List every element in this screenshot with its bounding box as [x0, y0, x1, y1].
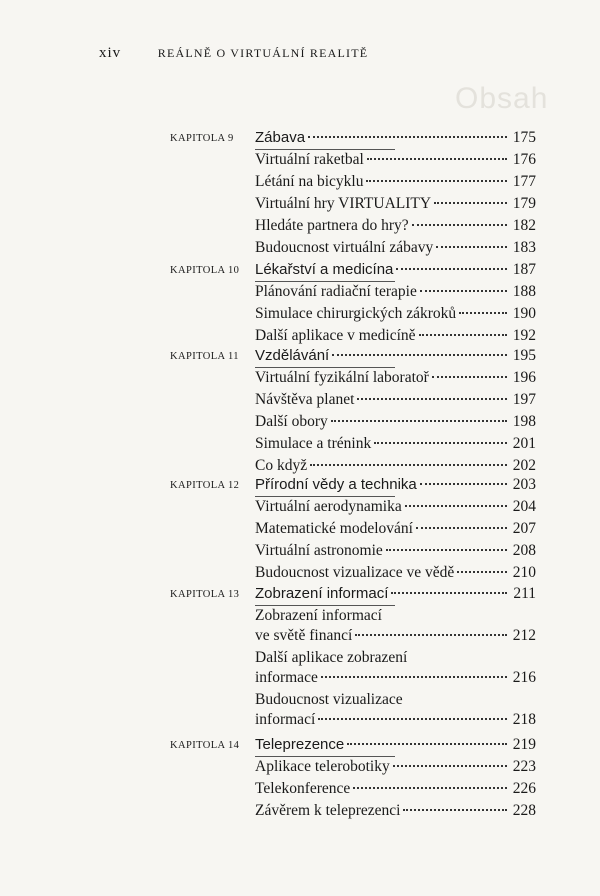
- chapter-title-row[interactable]: [255, 584, 536, 604]
- page-ref: 198: [512, 413, 536, 430]
- entry-title: Plánování radiační terapie: [255, 283, 417, 300]
- chapter-title-row[interactable]: [255, 475, 536, 495]
- chapter-title-row[interactable]: [255, 735, 536, 755]
- leader-dots: [310, 464, 507, 466]
- book-title: REÁLNĚ O VIRTUÁLNÍ REALITĚ: [157, 46, 369, 60]
- toc-entry[interactable]: [255, 801, 536, 821]
- leader-dots: [391, 592, 507, 594]
- chapter-label: KAPITOLA 14: [170, 740, 240, 751]
- entry-title: Simulace chirurgických zákroků: [255, 305, 457, 322]
- page-ref: 218: [512, 711, 536, 728]
- entry-title: Simulace a trénink: [255, 435, 372, 452]
- page-ref: 175: [512, 129, 536, 146]
- page-ref: 219: [512, 736, 536, 753]
- toc-entry-line1[interactable]: [255, 648, 536, 668]
- chapter-title: Zobrazení informací: [255, 585, 389, 602]
- chapter-title: Zábava: [255, 129, 306, 146]
- chapter-title: Teleprezence: [255, 736, 345, 753]
- entry-title: Virtuální hry VIRTUALITY: [255, 195, 432, 212]
- page-ref: 195: [512, 347, 536, 364]
- page-ref: 182: [512, 217, 536, 234]
- page-ref: 203: [512, 476, 536, 493]
- toc-entry[interactable]: [255, 150, 536, 170]
- toc-entry[interactable]: [255, 304, 536, 324]
- page-ref: 179: [512, 195, 536, 212]
- leader-dots: [434, 202, 507, 204]
- entry-title: Další aplikace zobrazení: [255, 649, 408, 666]
- leader-dots: [457, 571, 507, 573]
- page-ref: 204: [512, 498, 536, 515]
- page-ref: 201: [512, 435, 536, 452]
- page-ref: 177: [512, 173, 536, 190]
- toc-entry[interactable]: [255, 368, 536, 388]
- toc-entry[interactable]: [255, 282, 536, 302]
- page-ref: 183: [512, 239, 536, 256]
- entry-title: Zobrazení informací: [255, 607, 382, 624]
- leader-dots: [436, 246, 507, 248]
- toc-entry[interactable]: [255, 757, 536, 777]
- toc-entry[interactable]: [255, 541, 536, 561]
- leader-dots: [353, 787, 507, 789]
- entry-title: Budoucnost vizualizace: [255, 691, 403, 708]
- toc-entry[interactable]: [255, 412, 536, 432]
- entry-title: Hledáte partnera do hry?: [255, 217, 409, 234]
- running-head: [99, 45, 368, 62]
- entry-title: Létání na bicyklu: [255, 173, 364, 190]
- page-ref: 188: [512, 283, 536, 300]
- toc-entry[interactable]: [255, 238, 536, 258]
- leader-dots: [374, 442, 507, 444]
- leader-dots: [308, 136, 507, 138]
- leader-dots: [318, 718, 507, 720]
- leader-dots: [355, 634, 507, 636]
- page-ref: 202: [512, 457, 536, 474]
- page-ref: 211: [513, 585, 536, 602]
- toc-entry-line1[interactable]: [255, 690, 536, 710]
- entry-title: Další aplikace v medicíně: [255, 327, 416, 344]
- chapter-title: Vzdělávání: [255, 347, 330, 364]
- leader-dots: [405, 505, 507, 507]
- entry-title-cont: ve světě financí: [255, 627, 353, 644]
- toc-entry-line1[interactable]: [255, 606, 536, 626]
- leader-dots: [432, 376, 507, 378]
- leader-dots: [321, 676, 507, 678]
- page-ref: 187: [512, 261, 536, 278]
- toc-entry[interactable]: [255, 194, 536, 214]
- entry-title: Virtuální fyzikální laboratoř: [255, 369, 429, 386]
- bleed-through-text: Obsah: [455, 82, 549, 115]
- leader-dots: [420, 290, 507, 292]
- toc-entry[interactable]: [255, 434, 536, 454]
- page-ref: 207: [512, 520, 536, 537]
- page-ref: 190: [512, 305, 536, 322]
- page-ref: 196: [512, 369, 536, 386]
- page-ref: 197: [512, 391, 536, 408]
- entry-title: Virtuální astronomie: [255, 542, 383, 559]
- leader-dots: [347, 743, 507, 745]
- chapter-title-row[interactable]: [255, 260, 536, 280]
- page-ref: 228: [512, 802, 536, 819]
- entry-title: Aplikace telerobotiky: [255, 758, 390, 775]
- page-ref: 210: [512, 564, 536, 581]
- chapter-title-row[interactable]: [255, 346, 536, 366]
- chapter-title: Přírodní vědy a technika: [255, 476, 417, 493]
- entry-title: Virtuální raketbal: [255, 151, 364, 168]
- entry-title: Budoucnost vizualizace ve vědě: [255, 564, 455, 581]
- toc-entry[interactable]: [255, 172, 536, 192]
- leader-dots: [420, 483, 507, 485]
- chapter-label: KAPITOLA 13: [170, 589, 240, 600]
- leader-dots: [459, 312, 507, 314]
- entry-title-cont: informace: [255, 669, 318, 686]
- toc-entry[interactable]: [255, 390, 536, 410]
- leader-dots: [367, 158, 507, 160]
- chapter-label: KAPITOLA 11: [170, 351, 239, 362]
- toc-entry[interactable]: [255, 216, 536, 236]
- page-ref: 212: [512, 627, 536, 644]
- leader-dots: [419, 334, 507, 336]
- leader-dots: [386, 549, 507, 551]
- entry-title: Závěrem k teleprezenci: [255, 802, 401, 819]
- leader-dots: [396, 268, 507, 270]
- entry-title: Matematické modelování: [255, 520, 413, 537]
- leader-dots: [393, 765, 507, 767]
- entry-title: Virtuální aerodynamika: [255, 498, 402, 515]
- leader-dots: [416, 527, 507, 529]
- entry-title: Návštěva planet: [255, 391, 355, 408]
- toc-entry[interactable]: [255, 626, 536, 646]
- page-ref: 208: [512, 542, 536, 559]
- page-ref: 192: [512, 327, 536, 344]
- leader-dots: [403, 809, 507, 811]
- toc-entry[interactable]: [255, 563, 536, 583]
- toc-entry[interactable]: [255, 519, 536, 539]
- chapter-title-row[interactable]: [255, 128, 536, 148]
- toc-entry[interactable]: [255, 326, 536, 346]
- page-number: xiv: [99, 45, 122, 61]
- entry-title: Co když: [255, 457, 308, 474]
- toc-entry[interactable]: [255, 456, 536, 476]
- page-ref: 176: [512, 151, 536, 168]
- page-ref: 216: [512, 669, 536, 686]
- page-ref: 226: [512, 780, 536, 797]
- leader-dots: [357, 398, 507, 400]
- toc-entry[interactable]: [255, 710, 536, 730]
- leader-dots: [366, 180, 507, 182]
- page-ref: 223: [512, 758, 536, 775]
- chapter-label: KAPITOLA 10: [170, 265, 240, 276]
- leader-dots: [331, 420, 507, 422]
- entry-title: Další obory: [255, 413, 328, 430]
- entry-title: Telekonference: [255, 780, 351, 797]
- toc-entry[interactable]: [255, 779, 536, 799]
- leader-dots: [412, 224, 507, 226]
- toc-entry[interactable]: [255, 668, 536, 688]
- leader-dots: [332, 354, 507, 356]
- chapter-label: KAPITOLA 12: [170, 480, 240, 491]
- chapter-label: KAPITOLA 9: [170, 133, 234, 144]
- entry-title-cont: informací: [255, 711, 316, 728]
- chapter-title: Lékařství a medicína: [255, 261, 394, 278]
- entry-title: Budoucnost virtuální zábavy: [255, 239, 434, 256]
- toc-entry[interactable]: [255, 497, 536, 517]
